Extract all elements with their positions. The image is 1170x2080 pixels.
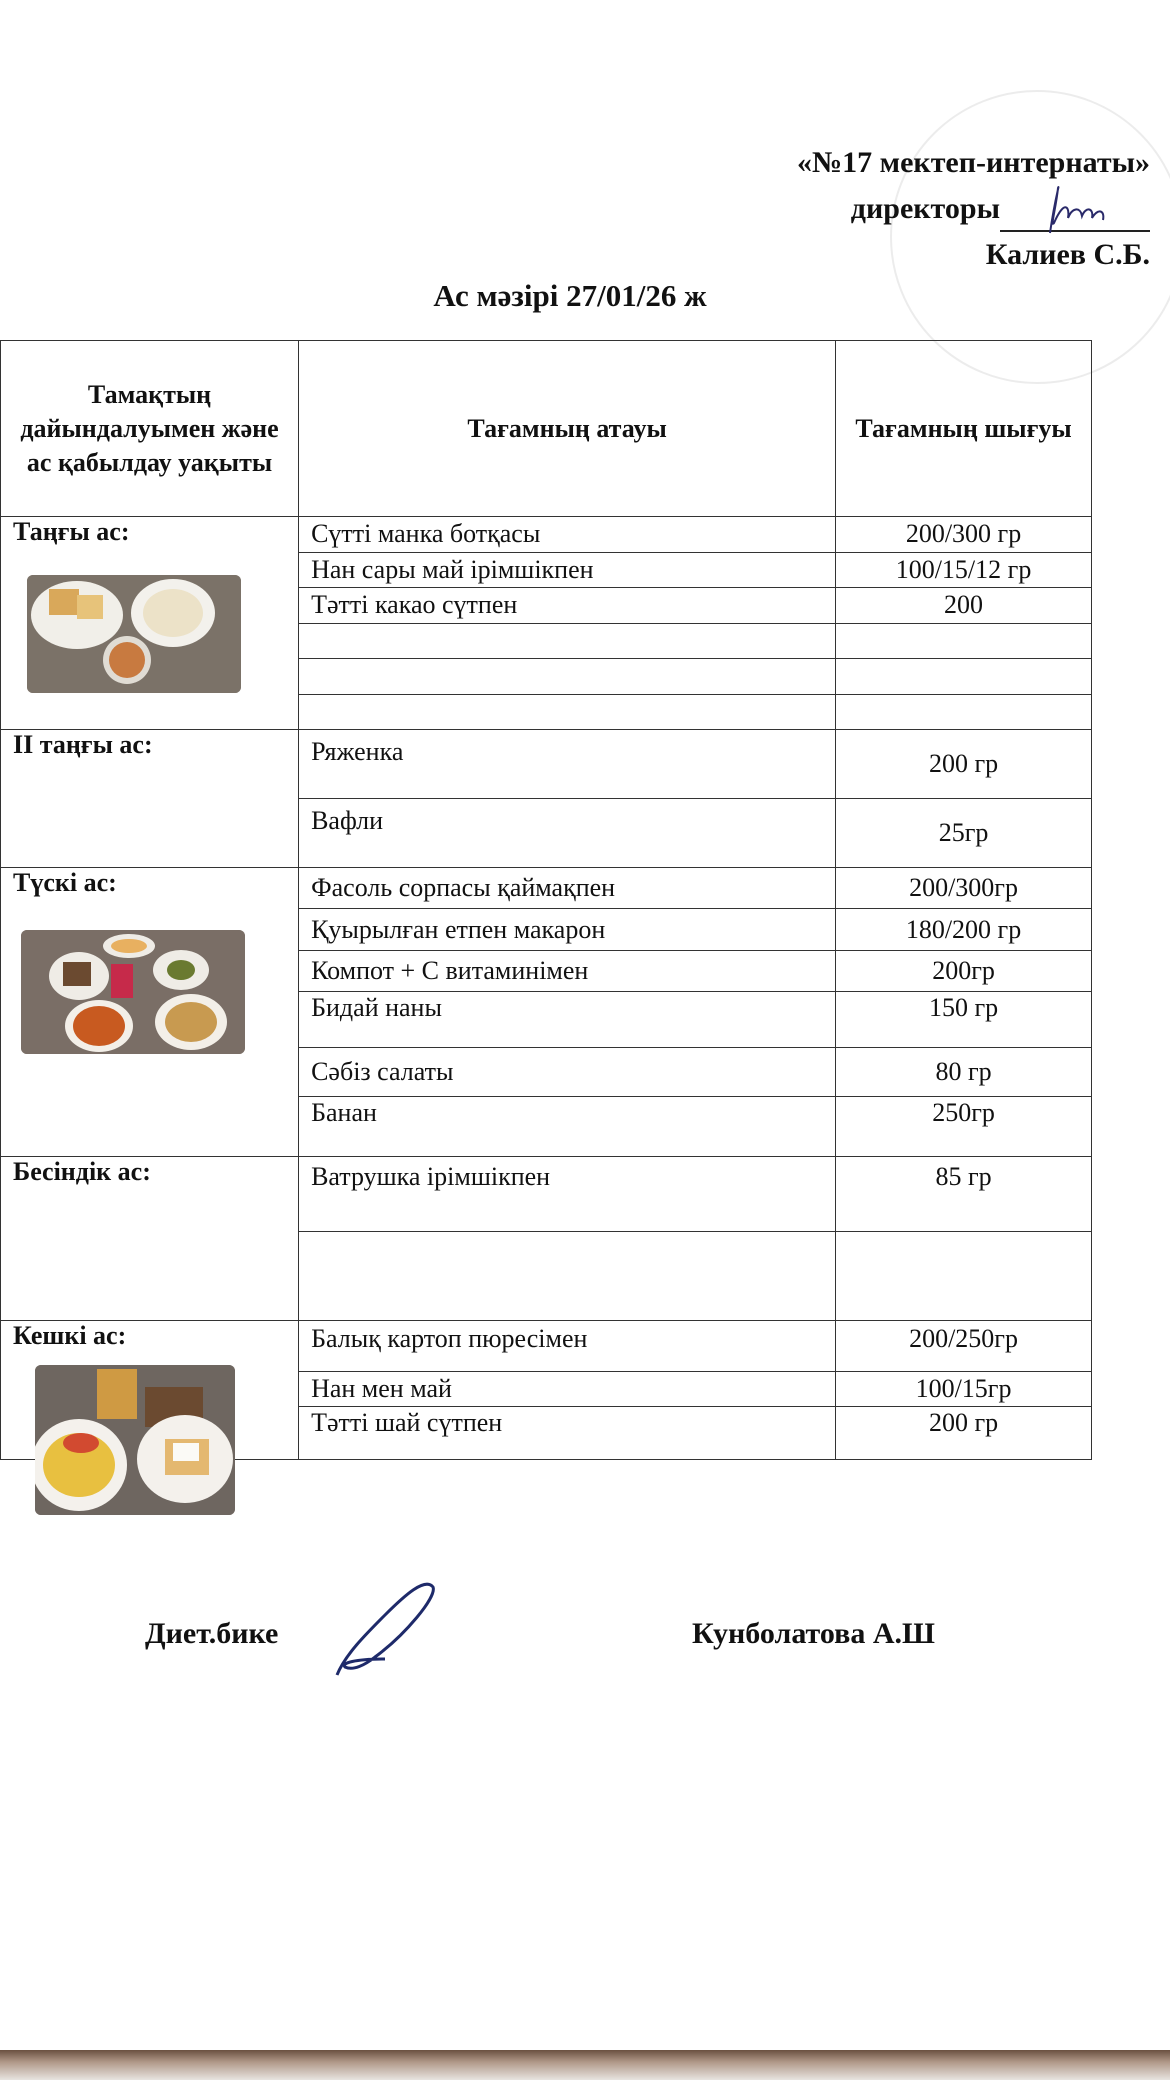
dish-name: Балық картоп пюресімен [299, 1321, 836, 1372]
meal-label: Таңғы ас: [13, 517, 130, 546]
dish-name: Бидай наны [299, 992, 836, 1048]
dish-amount: 85 гр [836, 1157, 1092, 1232]
dish-name: Компот + С витаминімен [299, 950, 836, 991]
dish-name [299, 659, 836, 695]
header-meal-time: Тамақтың дайындалуымен және ас қабылдау уақыты [1, 341, 299, 517]
meal-label: Түскі ас: [13, 868, 117, 897]
dietitian-signature [325, 1575, 445, 1690]
header-portion: Тағамның шығуы [836, 341, 1092, 517]
dish-name: Нан мен май [299, 1372, 836, 1407]
director-role: директоры [850, 192, 1000, 225]
dish-name: Фасоль сорпасы қаймақпен [299, 868, 836, 909]
breakfast-photo [27, 575, 241, 693]
dish-amount: 200/300гр [836, 868, 1092, 909]
meal-cell [1, 1321, 299, 1460]
dish-name: Қуырылған етпен макарон [299, 909, 836, 950]
dish-amount [836, 623, 1092, 659]
dish-amount: 200/300 гр [836, 517, 1092, 553]
dish-name [299, 1232, 836, 1321]
dish-amount: 200 гр [836, 730, 1092, 799]
dish-amount: 200гр [836, 950, 1092, 991]
table-row [1, 730, 1092, 799]
page-bottom-edge [0, 2050, 1170, 2080]
dish-name: Банан [299, 1096, 836, 1156]
dish-amount: 200 гр [836, 1407, 1092, 1460]
menu-table [0, 340, 1092, 1460]
dish-amount [836, 659, 1092, 695]
table-row [1, 868, 1092, 909]
director-signature [1000, 200, 1150, 232]
dinner-photo [35, 1365, 235, 1515]
dish-amount: 200/250гр [836, 1321, 1092, 1372]
dish-amount: 100/15/12 гр [836, 552, 1092, 588]
dish-amount: 250гр [836, 1096, 1092, 1156]
dish-amount: 180/200 гр [836, 909, 1092, 950]
meal-cell [1, 730, 299, 868]
director-line [797, 186, 1150, 232]
dish-name: Нан сары май ірімшікпен [299, 552, 836, 588]
meal-cell [1, 868, 299, 1157]
dish-amount [836, 1232, 1092, 1321]
table-row [1, 1321, 1092, 1372]
meal-cell [1, 517, 299, 730]
dish-name: Тәтті шай сүтпен [299, 1407, 836, 1460]
meal-label: Бесіндік ас: [13, 1157, 151, 1186]
dish-amount: 25гр [836, 799, 1092, 868]
meal-label: Кешкі ас: [13, 1321, 127, 1350]
dish-name: Ватрушка ірімшікпен [299, 1157, 836, 1232]
dish-amount: 80 гр [836, 1048, 1092, 1097]
table-row [1, 1157, 1092, 1232]
director-name: Калиев С.Б. [985, 238, 1150, 271]
school-name: «№17 мектеп-интернаты» [797, 146, 1150, 179]
dish-name [299, 623, 836, 659]
menu-title: Ас мәзірі 27/01/26 ж [433, 278, 707, 313]
dish-amount: 100/15гр [836, 1372, 1092, 1407]
dish-amount: 150 гр [836, 992, 1092, 1048]
dish-name: Сүтті манка ботқасы [299, 517, 836, 553]
dietitian-name: Кунболатова А.Ш [692, 1617, 935, 1650]
dish-name [299, 694, 836, 730]
dish-name: Вафли [299, 799, 836, 868]
dish-name: Ряженка [299, 730, 836, 799]
meal-cell [1, 1157, 299, 1321]
lunch-photo [21, 930, 245, 1054]
table-header [1, 341, 1092, 517]
header-dish-name: Тағамның атауы [299, 341, 836, 517]
meal-label: ІІ таңғы ас: [13, 730, 153, 759]
dish-amount [836, 694, 1092, 730]
dish-name: Тәтті какао сүтпен [299, 588, 836, 624]
table-row [1, 517, 1092, 553]
dietitian-label: Диет.бике [145, 1617, 279, 1650]
approval-block [797, 140, 1150, 278]
dish-name: Сәбіз салаты [299, 1048, 836, 1097]
dish-amount: 200 [836, 588, 1092, 624]
